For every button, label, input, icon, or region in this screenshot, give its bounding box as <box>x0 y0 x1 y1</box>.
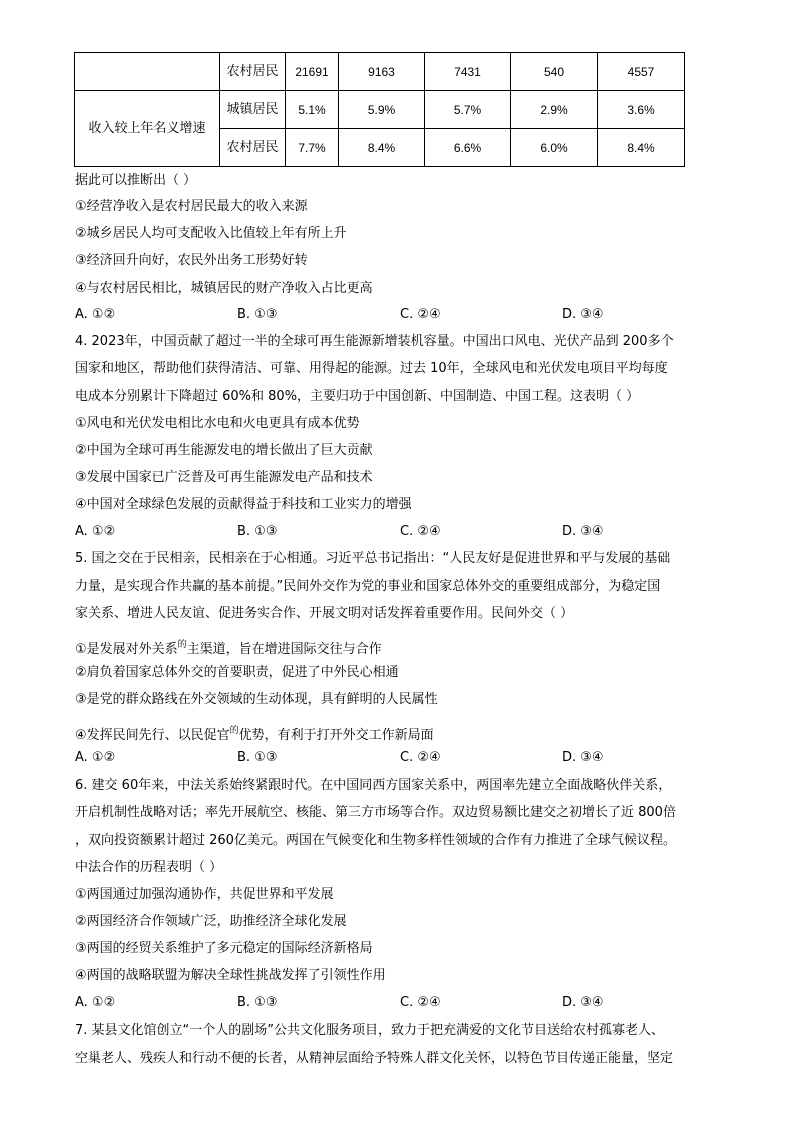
question-stem-line: 5. 国之交在于民相亲，民相亲在于心相通。习近平总书记指出：“人民友好是促进世界和平与发展的基础 <box>75 551 671 566</box>
superscript-text: 的 <box>177 640 187 650</box>
answer-statement <box>75 722 720 745</box>
question-stem-line: 中法合作的历程表明（ ） <box>75 860 223 875</box>
option-a: A. ①② <box>75 307 116 322</box>
answer-statement: ②中国为全球可再生能源发电的增长做出了巨大贡献 <box>75 443 373 458</box>
row-header-cell <box>75 53 220 91</box>
table-row <box>75 91 685 129</box>
question-stem-line: 家关系、增进人民友谊、促进务实合作、开展文明对话发挥着重要作用。民间外交（ ） <box>75 606 574 621</box>
income-table <box>74 52 685 167</box>
answer-statement: ③是党的群众路线在外交领域的生动体现，具有鲜明的人民属性 <box>75 692 438 707</box>
question-stem-line: ，双向投资额累计超过 260亿美元。两国在气候变化和生物多样性领域的合作有力推进了全球气候议程。 <box>75 833 676 848</box>
superscript-text: 的 <box>229 726 239 736</box>
answer-statement: ②两国经济合作领域广泛，助推经济全球化发展 <box>75 914 347 929</box>
question-stem-line: 国家和地区，帮助他们获得清洁、可靠、用得起的能源。过去 10年，全球风电和光伏发电项目平均每度 <box>75 361 668 376</box>
row-header-cell: 收入较上年名义增速 <box>75 91 220 167</box>
option-b: B. ①③ <box>237 524 278 539</box>
sub-header-cell: 农村居民 <box>220 53 286 91</box>
answer-statement: ①风电和光伏发电相比水电和火电更具有成本优势 <box>75 416 360 431</box>
option-c: C. ②④ <box>400 307 441 322</box>
table-cell: 6.0% <box>511 129 598 167</box>
option-d: D. ③④ <box>562 307 604 322</box>
table-row <box>75 53 685 91</box>
question-stem-line: 7. 某县文化馆创立“一个人的剧场”公共文化服务项目，致力于把充满爱的文化节目送给农村孤寡老人、 <box>75 1023 665 1038</box>
option-b: B. ①③ <box>237 307 278 322</box>
option-d: D. ③④ <box>562 750 604 765</box>
question-stem: 据此可以推断出（ ） <box>75 173 197 188</box>
answer-statement: ①两国通过加强沟通协作，共促世界和平发展 <box>75 887 334 902</box>
table-cell: 9163 <box>339 53 425 91</box>
table-cell: 21691 <box>286 53 339 91</box>
table-cell: 5.7% <box>425 91 511 129</box>
answer-options <box>75 523 720 541</box>
answer-options <box>75 749 720 767</box>
sub-header-cell: 城镇居民 <box>220 91 286 129</box>
table-cell: 6.6% <box>425 129 511 167</box>
option-b: B. ①③ <box>237 995 278 1010</box>
table-cell: 5.9% <box>339 91 425 129</box>
option-a: A. ①② <box>75 524 116 539</box>
table-cell: 5.1% <box>286 91 339 129</box>
question-stem-line: 力量，是实现合作共赢的基本前提。”民间外交作为党的事业和国家总体外交的重要组成部分，为稳定国 <box>75 579 661 594</box>
table-cell: 8.4% <box>339 129 425 167</box>
statement-text: 主渠道，旨在增进国际交往与合作 <box>186 642 382 657</box>
option-a: A. ①② <box>75 750 116 765</box>
answer-statement <box>75 636 720 659</box>
option-c: C. ②④ <box>400 750 441 765</box>
option-d: D. ③④ <box>562 995 604 1010</box>
answer-options <box>75 306 720 324</box>
option-c: C. ②④ <box>400 995 441 1010</box>
answer-statement: ①经营净收入是农村居民最大的收入来源 <box>75 199 308 214</box>
option-d: D. ③④ <box>562 524 604 539</box>
answer-statement: ④中国对全球绿色发展的贡献得益于科技和工业实力的增强 <box>75 497 412 512</box>
question-stem-line: 4. 2023年，中国贡献了超过一半的全球可再生能源新增装机容量。中国出口风电、光伏产品到 200多个 <box>75 334 674 349</box>
table-cell: 2.9% <box>511 91 598 129</box>
statement-text: ①是发展对外关系 <box>75 642 178 657</box>
question-stem-line: 电成本分别累计下降超过 60%和 80%，主要归功于中国创新、中国制造、中国工程。这表明（ ） <box>75 389 640 404</box>
table-cell: 3.6% <box>598 91 685 129</box>
option-b: B. ①③ <box>237 750 278 765</box>
answer-statement: ④与农村居民相比，城镇居民的财产净收入占比更高 <box>75 281 373 296</box>
table-cell: 4557 <box>598 53 685 91</box>
question-stem-line: 开启机制性战略对话；率先开展航空、核能、第三方市场等合作。双边贸易额比建交之初增长了近 800倍 <box>75 805 676 820</box>
question-stem-line: 6. 建交 60年来，中法关系始终紧跟时代。在中国同西方国家关系中，两国率先建立全面战略伙伴关系， <box>75 778 672 793</box>
option-a: A. ①② <box>75 995 116 1010</box>
answer-statement: ②城乡居民人均可支配收入比值较上年有所上升 <box>75 226 347 241</box>
statement-text: 优势，有利于打开外交工作新局面 <box>238 728 434 743</box>
table-cell: 8.4% <box>598 129 685 167</box>
answer-statement: ③两国的经贸关系维护了多元稳定的国际经济新格局 <box>75 941 373 956</box>
question-stem-line: 空巢老人、残疾人和行动不便的长者，从精神层面给予特殊人群文化关怀，以特色节目传递正能量，坚定 <box>75 1051 674 1066</box>
answer-statement: ④两国的战略联盟为解决全球性挑战发挥了引领性作用 <box>75 968 386 983</box>
answer-statement: ②肩负着国家总体外交的首要职责，促进了中外民心相通 <box>75 665 399 680</box>
statement-text: ④发挥民间先行、以民促官 <box>75 728 230 743</box>
table-cell: 7431 <box>425 53 511 91</box>
answer-statement: ③经济回升向好，农民外出务工形势好转 <box>75 253 308 268</box>
sub-header-cell: 农村居民 <box>220 129 286 167</box>
table-cell: 7.7% <box>286 129 339 167</box>
answer-statement: ③发展中国家已广泛普及可再生能源发电产品和技术 <box>75 470 373 485</box>
option-c: C. ②④ <box>400 524 441 539</box>
answer-options <box>75 994 720 1012</box>
table-cell: 540 <box>511 53 598 91</box>
